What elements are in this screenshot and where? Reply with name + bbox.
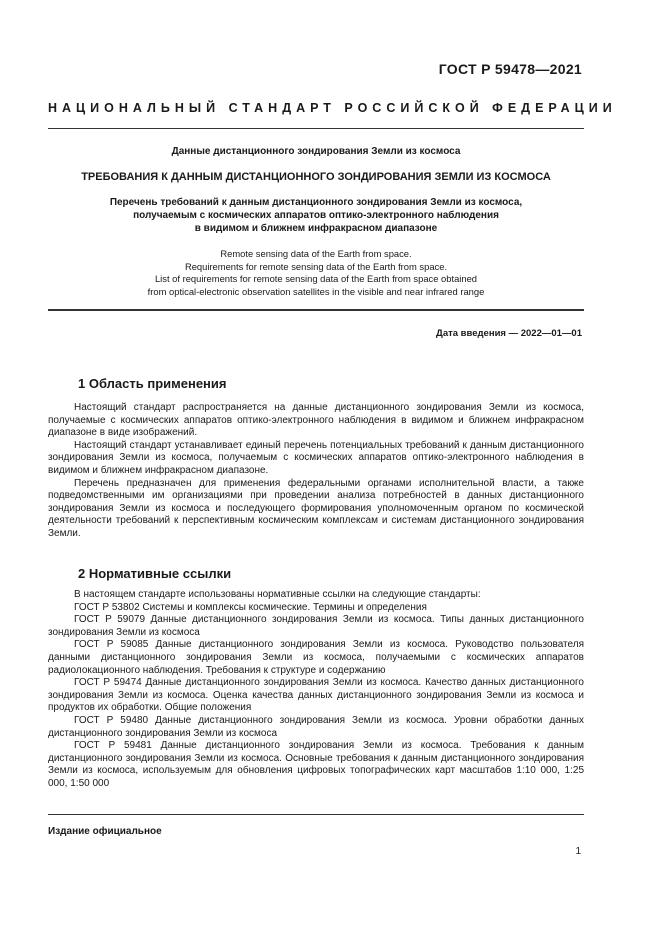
national-standard-heading: НАЦИОНАЛЬНЫЙ СТАНДАРТ РОССИЙСКОЙ ФЕДЕРАЦИИ <box>48 101 617 115</box>
english-title-line: List of requirements for remote sensing data of the Earth from space obtained <box>154 273 478 284</box>
section-2-body <box>48 589 584 791</box>
paragraph: Настоящий стандарт устанавливает единый перечень потенциальных требований к данным дистанционного зондирования Земли из космоса, получаемым с космических аппаратов оптико-электронного наблюдения в видимом и ближнем инфракрасном диапазоне. <box>48 439 584 476</box>
english-title-line: Remote sensing data of the Earth from space. <box>220 248 412 259</box>
top-divider <box>48 128 584 129</box>
reference-item: ГОСТ Р 59480 Данные дистанционного зондирования Земли из космоса. Уровни обработки данных дистанционного зондирования Земли из космоса <box>48 714 584 739</box>
english-title <box>48 248 584 298</box>
reference-item: ГОСТ Р 59079 Данные дистанционного зондирования Земли из космоса. Типы данных дистанционного зондирования Земли из космоса <box>48 614 584 638</box>
paragraph: В настоящем стандарте использованы нормативные ссылки на следующие стандарты: <box>74 589 481 600</box>
document-title: ТРЕБОВАНИЯ К ДАННЫМ ДИСТАНЦИОННОГО ЗОНДИРОВАНИЯ ЗЕМЛИ ИЗ КОСМОСА <box>81 171 551 183</box>
subtitle-line: в видимом и ближнем инфракрасном диапазоне <box>194 223 438 234</box>
english-title-line: from optical-electronic observation satellites in the visible and near infrared range <box>147 285 485 297</box>
subtitle-line: Перечень требований к данным дистанционного зондирования Земли из космоса, <box>109 197 523 208</box>
section-2-heading: 2 Нормативные ссылки <box>78 566 232 581</box>
footer-divider <box>48 814 584 815</box>
paragraph: Перечень предназначен для применения федеральными органами исполнительной власти, а также подведомственными им организациями при проведении анализа потребностей в данных дистанционного зондирования Земли из космоса и последующего формирования уполномоченным органом по космической деятельности требований к перспективным космическим комплексам и системам дистанционного зондирования Земли. <box>48 477 584 539</box>
section-1-heading: 1 Область применения <box>78 376 227 391</box>
reference-item: ГОСТ Р 59085 Данные дистанционного зондирования Земли из космоса. Руководство пользователя данными дистанционного зондирования Земли из космоса, получаемыми с космических аппаратов радиолокационного наблюдения. Требования к структуре и содержанию <box>48 639 584 676</box>
english-title-line: Requirements for remote sensing data of the Earth from space. <box>184 260 448 272</box>
reference-item: ГОСТ Р 59481 Данные дистанционного зондирования Земли из космоса. Требования к данным дистанционного зондирования Земли из космоса. Основные требования к данным дистанционного зондирования Земли из космоса, используемым для обновления цифровых топографических карт масштабов 1:10 000, 1:25 000, 1:50 000 <box>48 740 584 789</box>
section-1-body <box>48 402 584 541</box>
title-divider <box>48 309 584 311</box>
reference-item: ГОСТ Р 53802 Системы и комплексы космические. Термины и определения <box>74 601 427 613</box>
intro-date: Дата введения — 2022—01—01 <box>436 328 582 339</box>
paragraph: Настоящий стандарт распространяется на данные дистанционного зондирования Земли из космоса, получаемые с космических аппаратов оптико-электронного наблюдения в видимом и ближнем инфракрасном диапазоне в виде изображений. <box>48 402 584 439</box>
edition-label: Издание официальное <box>48 826 162 837</box>
document-subtitle <box>48 196 584 235</box>
reference-item: ГОСТ Р 59474 Данные дистанционного зондирования Земли из космоса. Качество данных дистанционного зондирования Земли из космоса. Оценка качества данных дистанционного зондирования Земли из космоса и продуктов их обработки. Общие положения <box>48 677 584 714</box>
subject-line: Данные дистанционного зондирования Земли из космоса <box>171 146 461 157</box>
gost-number: ГОСТ Р 59478—2021 <box>438 61 582 77</box>
subtitle-line: получаемым с космических аппаратов оптико-электронного наблюдения <box>133 210 499 221</box>
page-number: 1 <box>575 846 581 857</box>
